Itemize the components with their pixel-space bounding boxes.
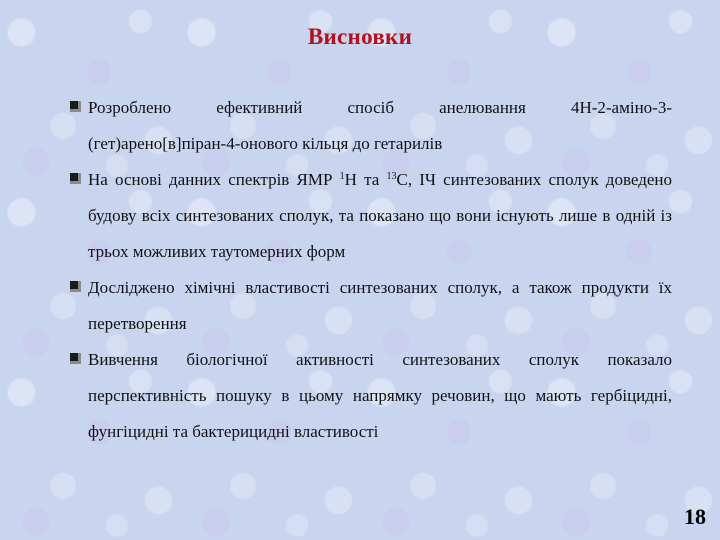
bullet-item — [70, 342, 672, 450]
bullet-item — [70, 90, 672, 126]
bullet-text: Вивчення біологічної активності синтезованих сполук показало перспективність пошуку в цьому напрямку речовин, що мають гербіцидні, фунгіцидні та бактерицидні властивості — [88, 350, 672, 441]
square-bullet-icon — [70, 353, 81, 364]
square-bullet-icon — [70, 173, 81, 184]
page-number: 18 — [684, 504, 706, 529]
square-bullet-icon — [70, 101, 81, 112]
bullet-item — [70, 270, 672, 342]
bullet-text-line1: Розроблено ефективний спосіб анелювання 4Н-2-аміно-3- — [88, 98, 672, 117]
bullet-text: На основі данних спектрів ЯМР $^1$Н та $^{13}$С, ІЧ синтезованих сполук доведено будову всіх синтезованих сполук, та показано що вони існують лише в одній із трьох можливих таутомерних форм — [88, 170, 672, 261]
bullet-text: Досліджено хімічні властивості синтезованих сполук, а також продукти їх перетворення — [88, 278, 672, 333]
superscript: 13 — [386, 171, 397, 182]
slide-title: Висновки — [307, 24, 413, 49]
bullet-text-line2: (гет)арено[в]піран-4-онового кільця до гетарилів — [88, 134, 443, 153]
square-bullet-icon — [70, 281, 81, 292]
bullet-item-continuation — [70, 126, 672, 162]
bullet-list — [70, 90, 672, 450]
bullet-item — [70, 162, 672, 270]
superscript: 1 — [339, 171, 345, 182]
